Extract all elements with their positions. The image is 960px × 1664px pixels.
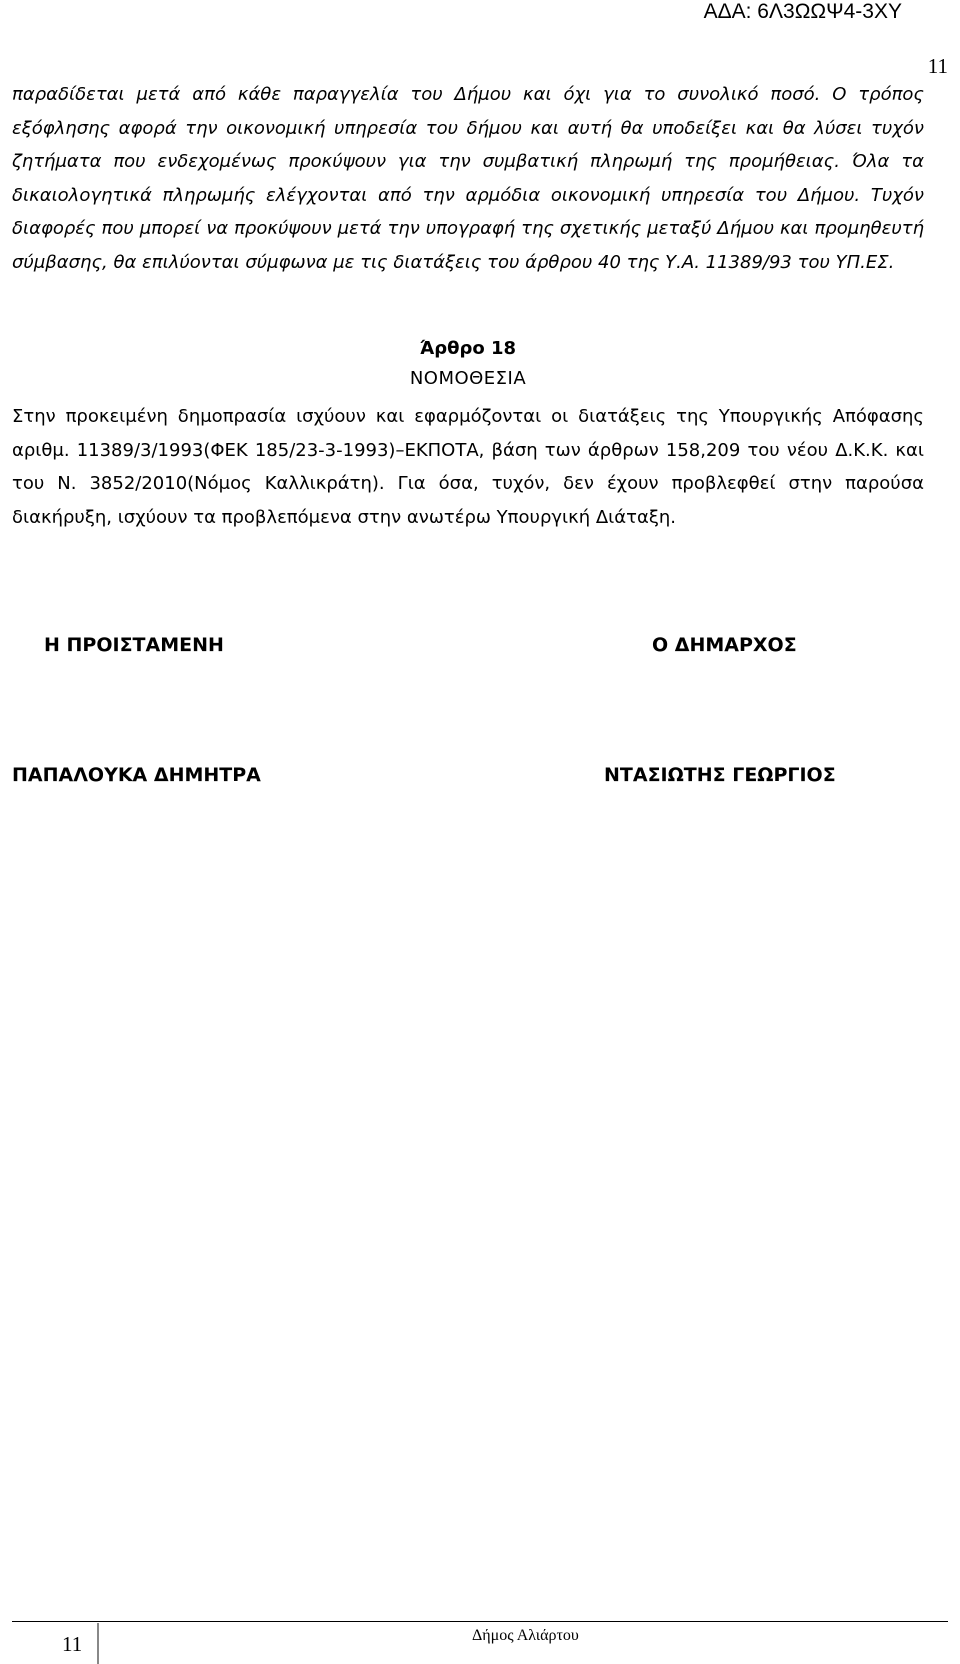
- signature-title-left: Η ΠΡΟΙΣΤΑΜΕΝΗ: [44, 634, 224, 656]
- article-title: ΝΟΜΟΘΕΣΙΑ: [409, 368, 527, 389]
- footer-divider: [97, 1623, 99, 1664]
- signature-name-left: ΠΑΠΑΛΟΥΚΑ ΔΗΜΗΤΡΑ: [12, 764, 261, 786]
- signature-name-right: ΝΤΑΣΙΩΤΗΣ ΓΕΩΡΓΙΟΣ: [604, 764, 836, 786]
- footer-organization: Δήμος Αλιάρτου: [472, 1627, 579, 1644]
- footer-page-number: 11: [62, 1632, 83, 1656]
- signature-title-right: Ο ΔΗΜΑΡΧΟΣ: [652, 634, 797, 656]
- ada-code: ΑΔΑ: 6Λ3ΩΩΨ4-3ΧΥ: [703, 0, 902, 23]
- legislation-paragraph: Στην προκειμένη δημοπρασία ισχύουν και εφαρμόζονται οι διατάξεις της Υπουργικής Απόφασης αριθμ. 11389/3/1993(ΦΕΚ 185/23-3-1993)–ΕΚΠΟΤΑ, βάση των άρθρων 158,209 του νέου Δ.Κ.Κ. και του Ν. 3852/2010(Νόμος Καλλικράτη). Για όσα, τυχόν, δεν έχουν προβλεφθεί στην παρούσα διακήρυξη, ισχύουν τα προβλεπόμενα στην ανωτέρω Υπουργική Διάταξη.: [12, 406, 924, 528]
- page-number-top: 11: [927, 54, 948, 78]
- article-heading: Άρθρο 18: [419, 338, 517, 359]
- footer-rule: [12, 1621, 948, 1622]
- payment-paragraph: παραδίδεται μετά από κάθε παραγγελία του Δήμου και όχι για το συνολικό ποσό. Ο τρόπος εξόφλησης αφορά την οικονομική υπηρεσία του δήμου και αυτή θα υποδείξει και θα λύσει τυχόν ζητήματα που ενδεχομένως προκύψουν για την συμβατική πληρωμή της προμήθειας. Όλα τα δικαιολογητικά πληρωμής ελέγχονται από την αρμόδια οικονομική υπηρεσία του Δήμου. Τυχόν διαφορές που μπορεί να προκύψουν μετά την υπογραφή της σχετικής μεταξύ Δήμου και προμηθευτή σύμβασης, θα επιλύονται σύμφωνα με τις διατάξεις του άρθρου 40 της Υ.Α. 11389/93 του ΥΠ.ΕΣ.: [12, 84, 924, 273]
